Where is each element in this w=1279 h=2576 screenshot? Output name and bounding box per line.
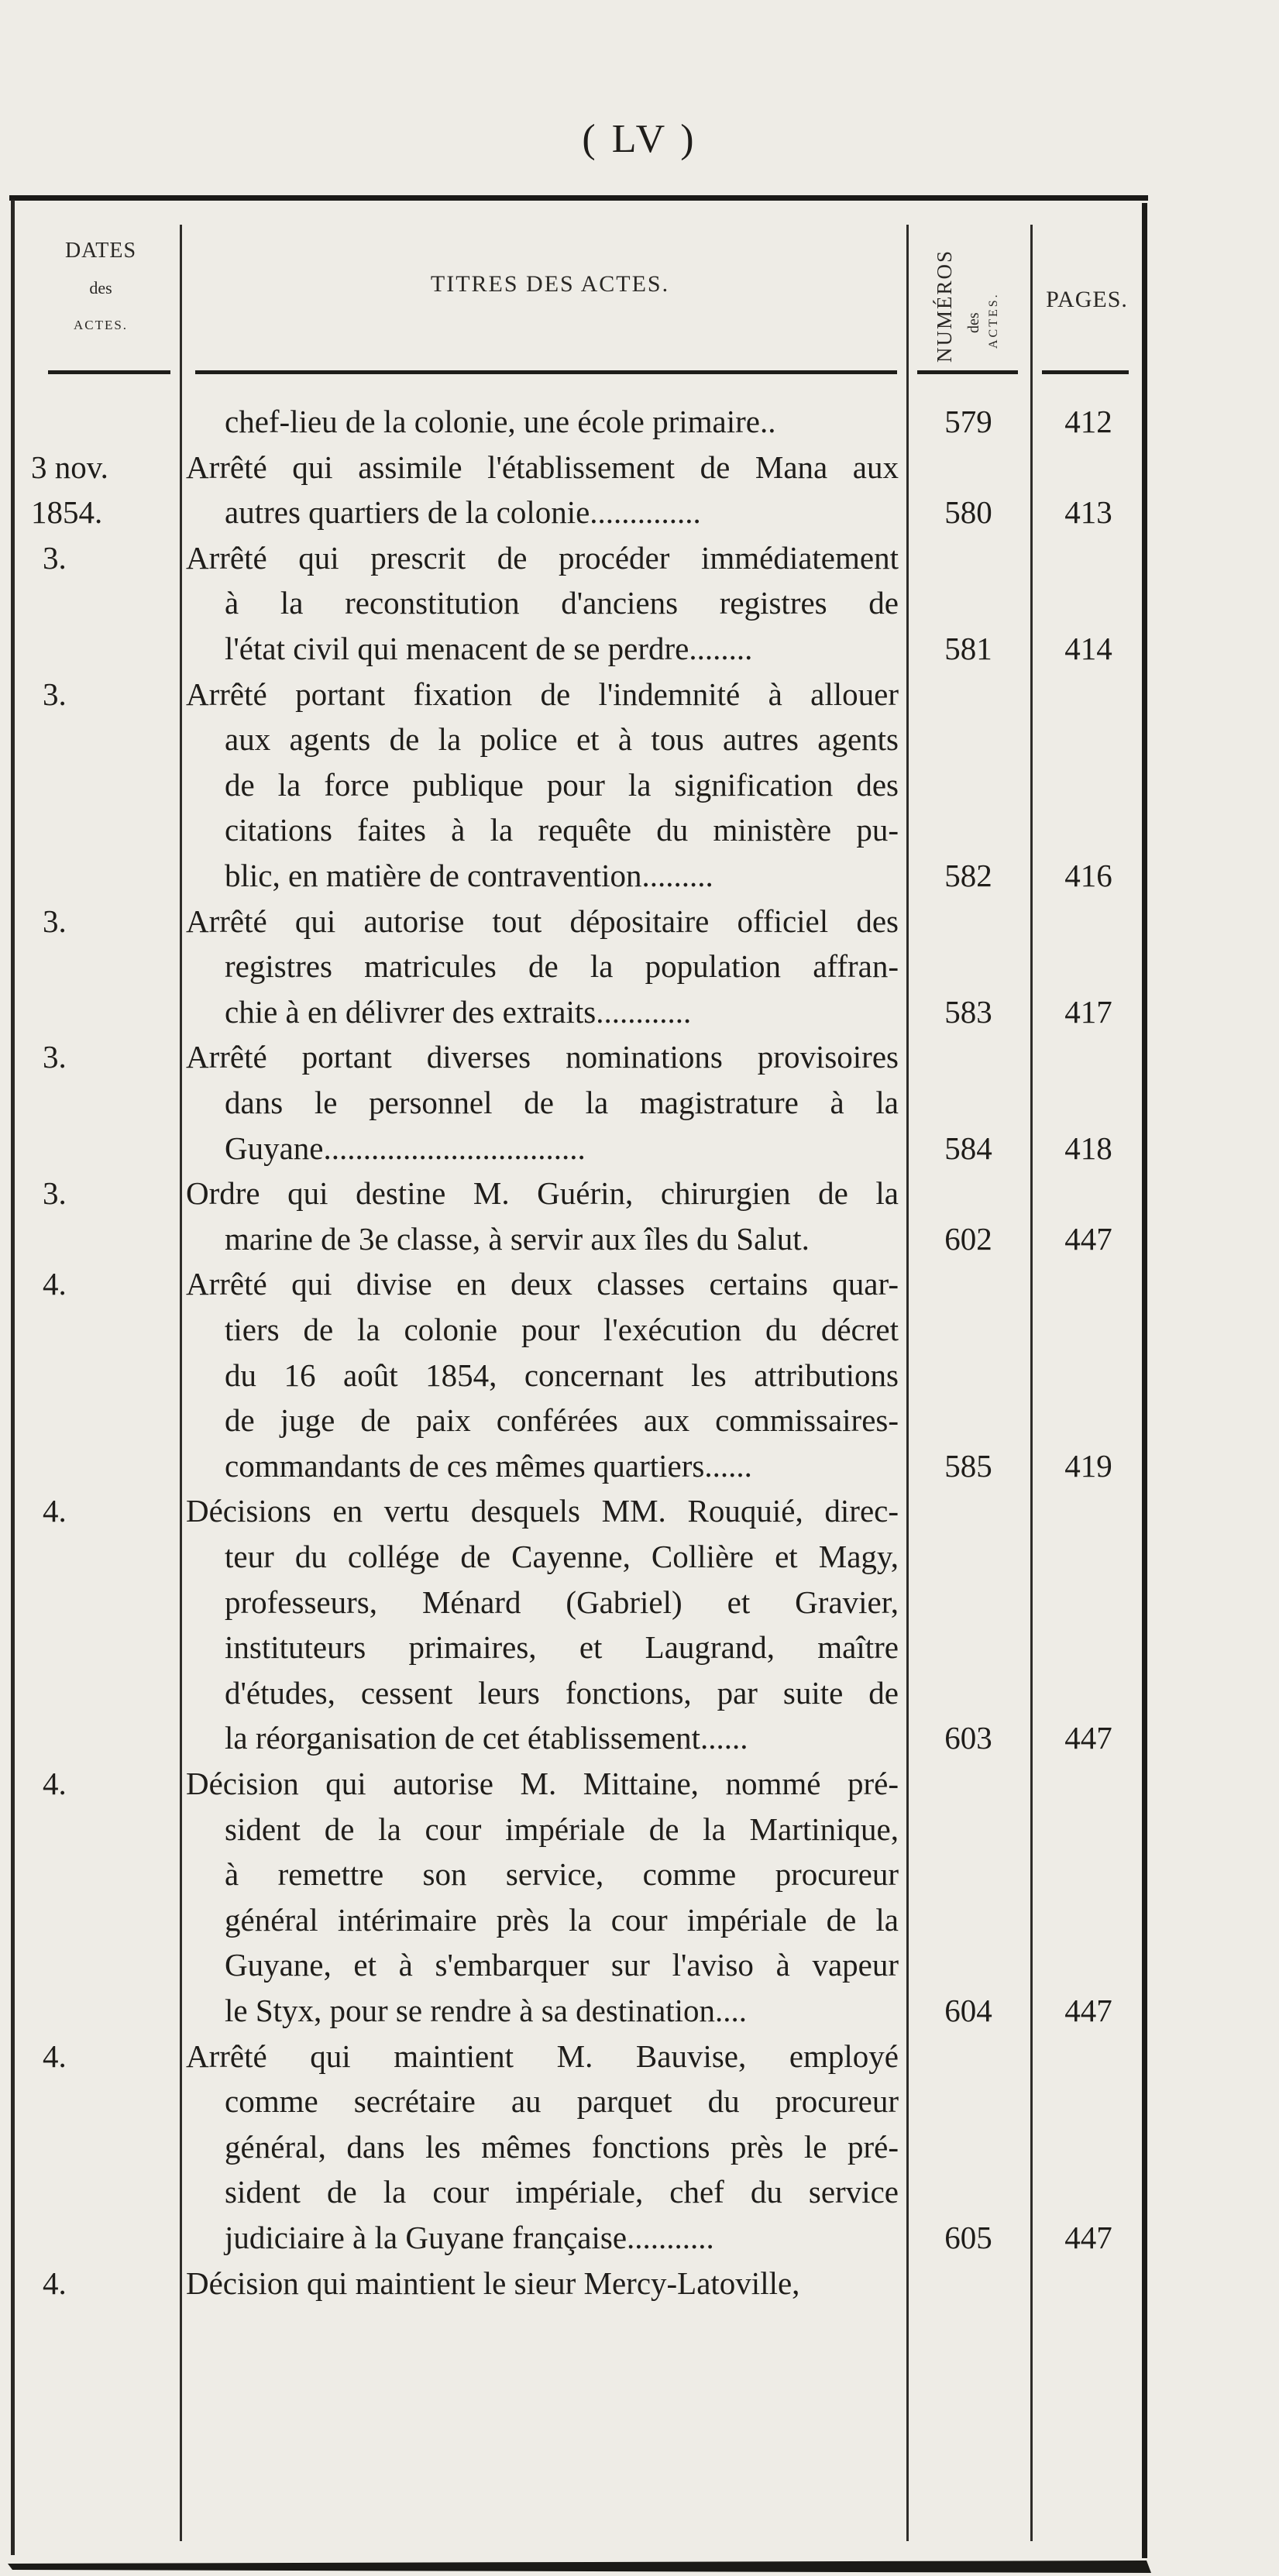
- text-line: registres matricules de la population affran-: [225, 948, 899, 985]
- header-pages: PAGES.: [1046, 287, 1128, 312]
- header-dates-des: des: [89, 278, 112, 297]
- text-line: d'études, cessent leurs fonctions, par suite de: [225, 1674, 899, 1711]
- table-left-border: [11, 200, 15, 2555]
- text-line: Arrêté portant fixation de l'indemnité à allouer: [186, 676, 899, 712]
- text-line: Arrêté qui prescrit de procéder immédiatement: [186, 539, 899, 576]
- header-rule: [1042, 370, 1129, 374]
- page-reference: 447: [1064, 1720, 1112, 1756]
- text-line: Ordre qui destine M. Guérin, chirurgien de la: [186, 1175, 899, 1212]
- header-titles: TITRES DES ACTES.: [430, 271, 670, 297]
- act-number: 584: [944, 1130, 992, 1166]
- page-number: ( LV ): [582, 117, 697, 161]
- text-line: Guyane, et à s'embarquer sur l'aviso à vapeur: [225, 1947, 899, 1983]
- text-line: Guyane.................................: [225, 1130, 586, 1166]
- header-dates: [46, 232, 155, 344]
- date-cell: 3.: [43, 1039, 67, 1075]
- header-numeros-actes: ACTES.: [987, 292, 1000, 349]
- header-numeros: [917, 232, 1018, 364]
- column-divider-numeros: [1030, 225, 1033, 2541]
- act-number: 605: [944, 2220, 992, 2255]
- header-rule: [48, 370, 170, 374]
- text-line: Arrêté qui autorise tout dépositaire officiel des: [186, 903, 899, 939]
- header-rule: [195, 370, 897, 374]
- date-cell: 3.: [43, 539, 67, 576]
- act-number: 585: [944, 1447, 992, 1484]
- text-line: Arrêté qui maintient M. Bauvise, employé: [186, 2038, 899, 2074]
- page-reference: 416: [1064, 858, 1112, 893]
- page-reference: 447: [1064, 1220, 1112, 1257]
- text-line: marine de 3e classe, à servir aux îles du Salut.: [225, 1220, 810, 1257]
- act-number: 583: [944, 993, 992, 1030]
- text-line: teur du collége de Cayenne, Collière et Magy,: [225, 1539, 899, 1574]
- text-line: instituteurs primaires, et Laugrand, maître: [225, 1629, 899, 1666]
- page-reference: 414: [1064, 631, 1112, 666]
- date-cell: 3.: [43, 676, 67, 712]
- date-cell: 4.: [43, 1266, 67, 1302]
- text-line: aux agents de la police et à tous autres agents: [225, 721, 899, 758]
- table-right-border: [1142, 203, 1147, 2558]
- date-cell: 3 nov.: [31, 449, 108, 485]
- text-line: de la force publique pour la signification des: [225, 766, 899, 803]
- date-cell: 1854.: [31, 494, 103, 531]
- text-line: Décisions en vertu desquels MM. Rouquié, direc-: [186, 1493, 899, 1529]
- table-top-rule: [9, 195, 1148, 201]
- text-line: citations faites à la requête du ministère pu-: [225, 812, 899, 848]
- page-reference: 419: [1064, 1447, 1112, 1484]
- header-numeros-des: des: [965, 312, 982, 333]
- text-line: commandants de ces mêmes quartiers......: [225, 1447, 752, 1484]
- text-line: de juge de paix conférées aux commissaires-: [225, 1402, 899, 1439]
- text-line: la réorganisation de cet établissement......: [225, 1720, 748, 1756]
- page-reference: 417: [1064, 993, 1112, 1030]
- header-numeros-label: NUMÉROS: [933, 249, 956, 363]
- page-reference: 418: [1064, 1130, 1112, 1166]
- text-line: Décision qui maintient le sieur Mercy-Latoville,: [186, 2265, 800, 2301]
- text-line: chie à en délivrer des extraits............: [225, 993, 692, 1030]
- text-line: sident de la cour impériale de la Martinique,: [225, 1811, 899, 1847]
- page-reference: 447: [1064, 1993, 1112, 2028]
- date-cell: 4.: [43, 2265, 67, 2301]
- act-number: 602: [944, 1220, 992, 1257]
- act-number: 603: [944, 1720, 992, 1756]
- text-line: général intérimaire près la cour impériale de la: [225, 1901, 899, 1938]
- date-cell: 4.: [43, 2038, 67, 2074]
- text-line: l'état civil qui menacent de se perdre........: [225, 631, 753, 666]
- act-number: 579: [944, 404, 992, 439]
- act-number: 582: [944, 858, 992, 893]
- header-dates-actes: ACTES.: [73, 318, 129, 332]
- text-line: à remettre son service, comme procureur: [225, 1856, 899, 1893]
- text-line: professeurs, Ménard (Gabriel) et Gravier,: [225, 1584, 899, 1620]
- page-reference: 413: [1064, 494, 1112, 531]
- text-line: autres quartiers de la colonie..............: [225, 494, 701, 531]
- text-line: le Styx, pour se rendre à sa destination....: [225, 1993, 748, 2028]
- text-line: général, dans les mêmes fonctions près le pré-: [225, 2128, 899, 2165]
- column-divider-titles: [906, 225, 909, 2541]
- text-line: Arrêté portant diverses nominations provisoires: [186, 1039, 899, 1075]
- date-cell: 4.: [43, 1493, 67, 1529]
- text-line: Décision qui autorise M. Mittaine, nommé pré-: [186, 1766, 899, 1801]
- act-number: 581: [944, 631, 992, 666]
- text-line: chef-lieu de la colonie, une école primaire..: [225, 404, 776, 439]
- text-line: à la reconstitution d'anciens registres de: [225, 585, 899, 621]
- text-line: tiers de la colonie pour l'exécution du décret: [225, 1312, 899, 1347]
- table-bottom-rule: [8, 2559, 1154, 2576]
- text-line: comme secrétaire au parquet du procureur: [225, 2083, 899, 2120]
- text-line: Arrêté qui assimile l'établissement de Mana aux: [186, 449, 899, 485]
- header-dates-label: DATES: [64, 239, 137, 263]
- page-reference: 447: [1064, 2220, 1112, 2255]
- date-cell: 4.: [43, 1766, 67, 1801]
- text-line: blic, en matière de contravention.........: [225, 858, 713, 893]
- text-line: Arrêté qui divise en deux classes certains quar-: [186, 1266, 899, 1302]
- page-reference: 412: [1064, 404, 1112, 439]
- text-line: sident de la cour impériale, chef du service: [225, 2174, 899, 2210]
- date-cell: 3.: [43, 903, 67, 939]
- header-rule: [917, 370, 1018, 374]
- act-number: 604: [944, 1993, 992, 2028]
- date-cell: 3.: [43, 1175, 67, 1212]
- text-line: dans le personnel de la magistrature à la: [225, 1085, 899, 1120]
- text-line: du 16 août 1854, concernant les attributions: [225, 1357, 899, 1393]
- act-number: 580: [944, 494, 992, 531]
- text-line: judiciaire à la Guyane française...........: [225, 2220, 714, 2255]
